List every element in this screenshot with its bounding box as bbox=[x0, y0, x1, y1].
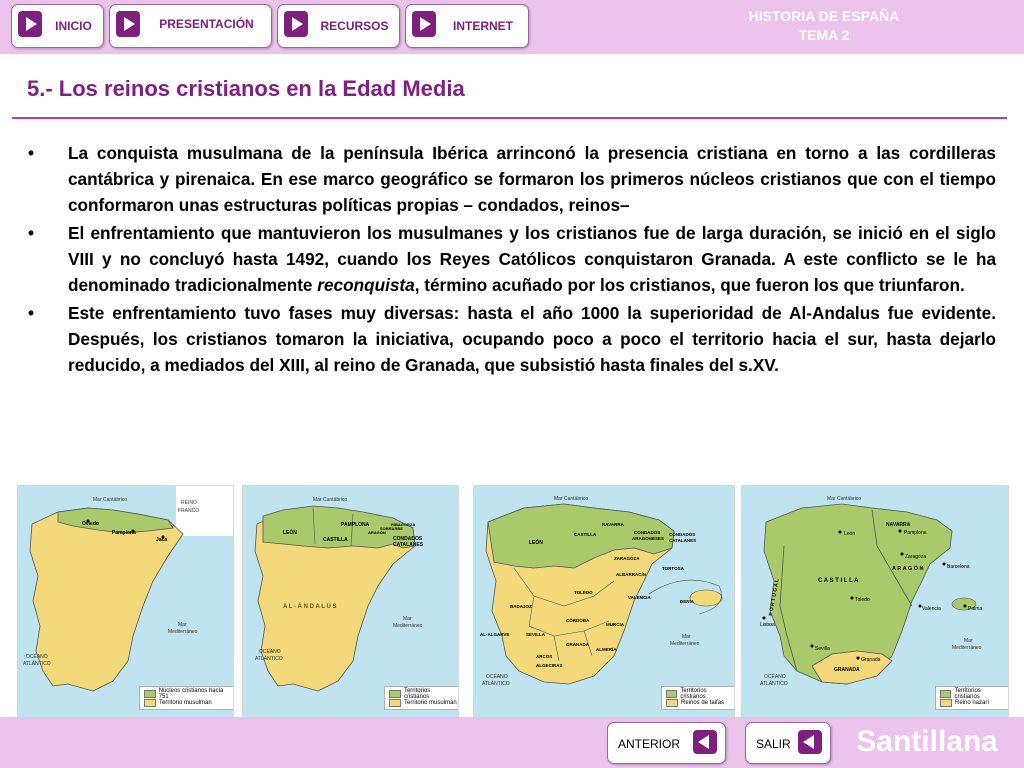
play-arrow-icon bbox=[116, 11, 140, 37]
map-751 bbox=[17, 485, 234, 719]
map-label: OCÉANO bbox=[486, 674, 508, 680]
map-label: PAMPLONA bbox=[341, 522, 370, 528]
map-label: Mar Cantábrico bbox=[827, 496, 862, 502]
salir-button[interactable] bbox=[745, 722, 831, 764]
play-arrow-icon bbox=[284, 11, 308, 37]
map-label: ALGECIRAS bbox=[536, 663, 563, 668]
bullet-text: Este enfrentamiento tuvo fases muy diversas: hasta el año 1000 la superioridad de Al-Andalus fue evidente. Después, los cristianos tomaron la iniciativa, ocupando poco a poco el territorio hacia el sur, hasta dejarlo reducido, a mediados del XIII, al reino de Granada, que subsistió hasta finales del s.XV. bbox=[68, 303, 996, 375]
map-label: NAVARRA bbox=[602, 522, 624, 527]
internet-label: INTERNET bbox=[453, 19, 513, 33]
back-arrow-icon bbox=[798, 730, 822, 754]
anterior-button[interactable] bbox=[607, 722, 726, 764]
map-label: Mediterráneo bbox=[168, 629, 198, 635]
map-legend bbox=[935, 686, 1009, 710]
map-legend bbox=[384, 686, 459, 710]
internet-button[interactable] bbox=[405, 4, 529, 48]
bullet-item bbox=[28, 140, 996, 218]
map-label: Mediterráneo bbox=[393, 623, 423, 629]
map-label: Mar Cantábrico bbox=[93, 497, 128, 503]
map-label: OCÉANO bbox=[26, 654, 48, 660]
map-label: Mar bbox=[964, 638, 973, 644]
map-granada bbox=[741, 485, 1009, 719]
map-label: LEÓN bbox=[529, 540, 543, 546]
map-label: SEVILLA bbox=[526, 632, 546, 637]
map-label: Mar bbox=[178, 622, 187, 628]
title-divider bbox=[12, 117, 1007, 119]
map-label: REINO bbox=[181, 500, 197, 506]
inicio-label: INICIO bbox=[55, 19, 92, 33]
map-label: Palma bbox=[968, 606, 983, 612]
map-910 bbox=[242, 485, 459, 719]
map-label: OCÉANO bbox=[259, 649, 281, 655]
recursos-label: RECURSOS bbox=[320, 19, 389, 33]
map-label: CATALANES bbox=[669, 538, 697, 543]
map-label: MURCIA bbox=[606, 622, 624, 627]
bullet-item bbox=[28, 220, 996, 298]
map-label: Pamplona bbox=[112, 530, 136, 536]
map-label: ATLÁNTICO bbox=[482, 681, 510, 687]
inicio-button[interactable] bbox=[11, 4, 104, 48]
back-arrow-icon bbox=[693, 730, 717, 754]
map-label: LEÓN bbox=[283, 530, 297, 536]
map-label: CONDADOS bbox=[634, 530, 661, 535]
map-label: Pamplona bbox=[904, 530, 927, 536]
map-label: Granada bbox=[861, 657, 881, 663]
legend-label: Territorio musulmán bbox=[159, 699, 212, 706]
map-label: Mar bbox=[682, 634, 691, 640]
map-label: AL-ALGARVE bbox=[480, 632, 510, 637]
bullet-dot: • bbox=[28, 303, 35, 323]
map-label: CÓRDOBA bbox=[566, 618, 590, 623]
play-arrow-icon bbox=[412, 11, 436, 37]
map-label: GRANADA bbox=[566, 642, 589, 647]
map-label: GRANADA bbox=[834, 667, 860, 673]
legend-label: Territorio musulmán bbox=[404, 699, 457, 706]
map-label: Mediterráneo bbox=[670, 641, 700, 647]
legend-label: Núcleos cristianos hacia 751 bbox=[158, 687, 224, 700]
map-label: BADAJOZ bbox=[510, 604, 532, 609]
map-label: CATALANES bbox=[393, 542, 424, 548]
map-label: ARAGÓN bbox=[368, 530, 386, 535]
map-label: TOLEDO bbox=[574, 590, 593, 595]
map-label: León bbox=[844, 531, 856, 537]
map-label: CONDADOS bbox=[669, 532, 696, 537]
map-label: ATLÁNTICO bbox=[760, 681, 788, 687]
map-label: Toledo bbox=[855, 597, 870, 603]
map-label: CASTILLA bbox=[323, 537, 348, 543]
salir-label: SALIR bbox=[756, 737, 791, 751]
map-label: Mediterráneo bbox=[952, 645, 982, 651]
map-label: CASTILLA bbox=[574, 532, 597, 537]
map-legend bbox=[661, 686, 735, 710]
map-label: ALMERÍA bbox=[596, 647, 617, 652]
map-legend bbox=[139, 686, 234, 710]
map-label: NAVARRA bbox=[886, 522, 911, 528]
map-label: ALBARRACÍN bbox=[616, 572, 646, 577]
play-arrow-icon bbox=[18, 11, 42, 37]
map-label: Mar bbox=[403, 616, 412, 622]
map-label: DENIA bbox=[680, 599, 695, 604]
presentacion-button[interactable] bbox=[109, 4, 272, 48]
map-taifas bbox=[473, 485, 735, 719]
bullet-dot: • bbox=[28, 143, 35, 163]
map-label: FRANCO bbox=[178, 508, 200, 514]
presentacion-label: PRESENTACIÓN bbox=[159, 17, 254, 31]
bullet-dot: • bbox=[28, 223, 35, 243]
map-label: RIBAGORZA bbox=[391, 522, 416, 527]
legend-label: Reinos de taifas bbox=[681, 699, 725, 706]
bullet-text: La conquista musulmana de la península Ibérica arrinconó la presencia cristiana en torno a las cordilleras cantábrica y pirenaica. En ese marco geográfico se formaron los primeros núcleos cristianos que con el tiempo conformaron unas estructuras políticas propias – condados, reinos– bbox=[68, 143, 996, 215]
map-label: Jaca bbox=[156, 537, 168, 543]
map-label: ARCOS bbox=[536, 654, 553, 659]
bullet-list bbox=[28, 140, 996, 380]
legend-label: Reino nazarí bbox=[955, 699, 990, 706]
map-label: Oviedo bbox=[82, 521, 99, 527]
map-label: ATLÁNTICO bbox=[255, 656, 283, 662]
brand-logo: Santillana bbox=[856, 725, 998, 758]
map-label: Valencia bbox=[922, 606, 941, 612]
map-label: Lisboa bbox=[760, 622, 775, 628]
map-label: ARAGONESES bbox=[632, 536, 665, 541]
legend-label: Territorios cristianos bbox=[680, 687, 707, 700]
legend-label: Territorios cristianos bbox=[954, 687, 981, 700]
map-label: VALENCIA bbox=[628, 595, 651, 600]
map-label: Mar Cantábrico bbox=[554, 496, 589, 502]
map-label: ZARAGOZA bbox=[614, 556, 640, 561]
map-label: SOBRARBE bbox=[380, 526, 403, 531]
recursos-button[interactable] bbox=[277, 4, 400, 48]
bullet-text-part: El enfrentamiento que mantuvieron los musulmanes y los cristianos fue de larga duración, se inició en el siglo VIII y no concluyó hasta 1492, cuando los Reyes Católicos conquistaron Granada. A este conflicto se le ha denominado tradicionalmente bbox=[68, 223, 996, 295]
map-label: Mar Cantábrico bbox=[313, 497, 348, 503]
map-label: P O R T U G A L bbox=[768, 578, 781, 617]
map-label: TORTOSA bbox=[662, 566, 684, 571]
subject-title bbox=[714, 7, 934, 45]
legend-label: Territorios cristianos bbox=[403, 687, 431, 700]
map-label: C A S T I L L A bbox=[818, 578, 859, 584]
map-label: A L - Á N D A L U S bbox=[283, 604, 337, 610]
map-label: ATLÁNTICO bbox=[23, 661, 51, 667]
page-title: 5.- Los reinos cristianos en la Edad Media bbox=[27, 76, 465, 101]
map-label: A R A G Ó N bbox=[892, 566, 924, 572]
bullet-item bbox=[28, 300, 996, 378]
map-label: Zaragoza bbox=[905, 554, 927, 560]
subject-line-1: HISTORIA DE ESPAÑA bbox=[748, 8, 900, 24]
map-label: CONDADOS bbox=[393, 536, 423, 542]
map-label: Sevilla bbox=[815, 646, 830, 652]
map-label: OCÉANO bbox=[764, 674, 786, 680]
bullet-text-part: , término acuñado por los cristianos, que fueron los que triunfaron. bbox=[414, 275, 965, 295]
emphasis-term: reconquista bbox=[317, 275, 415, 295]
anterior-label: ANTERIOR bbox=[618, 737, 681, 751]
subject-line-2: TEMA 2 bbox=[798, 27, 850, 43]
map-label: Barcelona bbox=[947, 564, 970, 570]
